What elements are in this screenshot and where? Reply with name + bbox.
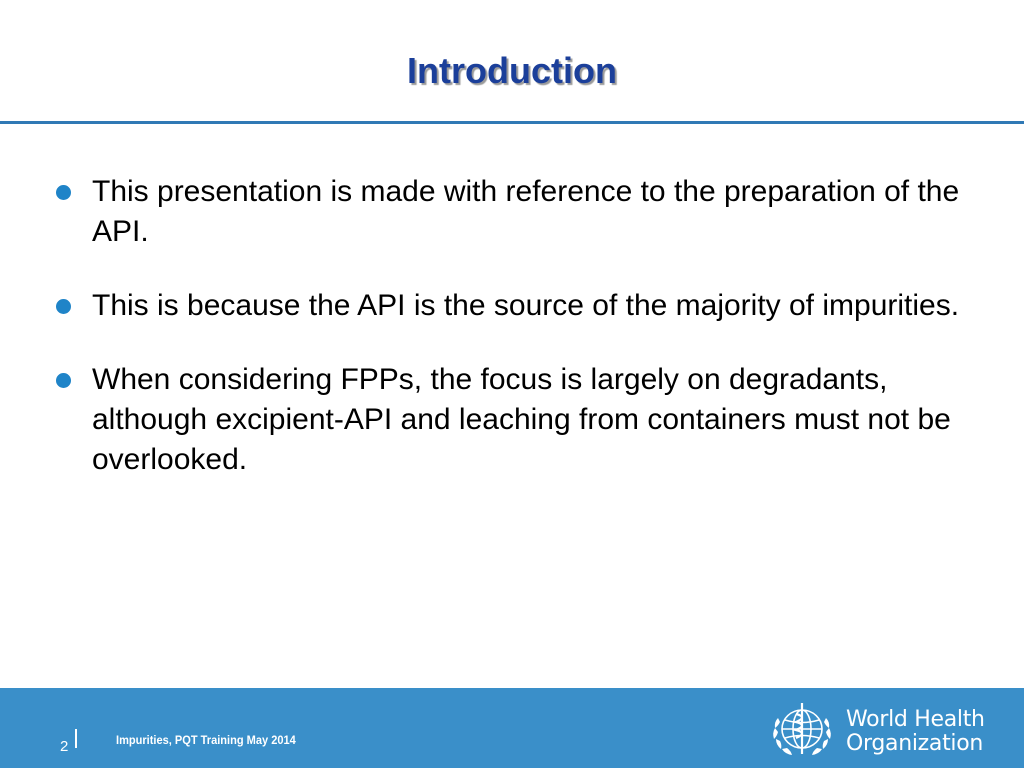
title-divider bbox=[0, 121, 1024, 124]
page-number-separator bbox=[75, 729, 77, 748]
org-name-line1: World Health bbox=[846, 707, 985, 732]
who-logo-text bbox=[846, 708, 985, 756]
bullet-list bbox=[56, 172, 986, 514]
footer-caption: Impurities, PQT Training May 2014 bbox=[116, 733, 296, 747]
bullet-dot-icon bbox=[56, 185, 71, 200]
bullet-item bbox=[56, 286, 986, 326]
slide-title: Introduction bbox=[407, 50, 617, 91]
bullet-item bbox=[56, 172, 986, 252]
bullet-text: When considering FPPs, the focus is largely on degradants, although excipient-API and leaching from containers must not be overlooked. bbox=[92, 363, 951, 476]
bullet-dot-icon bbox=[56, 299, 71, 314]
bullet-text: This presentation is made with reference to the preparation of the API. bbox=[92, 175, 960, 248]
org-name-line2: Organization bbox=[846, 731, 984, 756]
page-number: 2 bbox=[60, 738, 69, 755]
bullet-text: This is because the API is the source of the majority of impurities. bbox=[92, 289, 960, 322]
bullet-dot-icon bbox=[56, 373, 71, 388]
who-emblem-icon bbox=[766, 698, 838, 764]
bullet-item bbox=[56, 360, 986, 480]
